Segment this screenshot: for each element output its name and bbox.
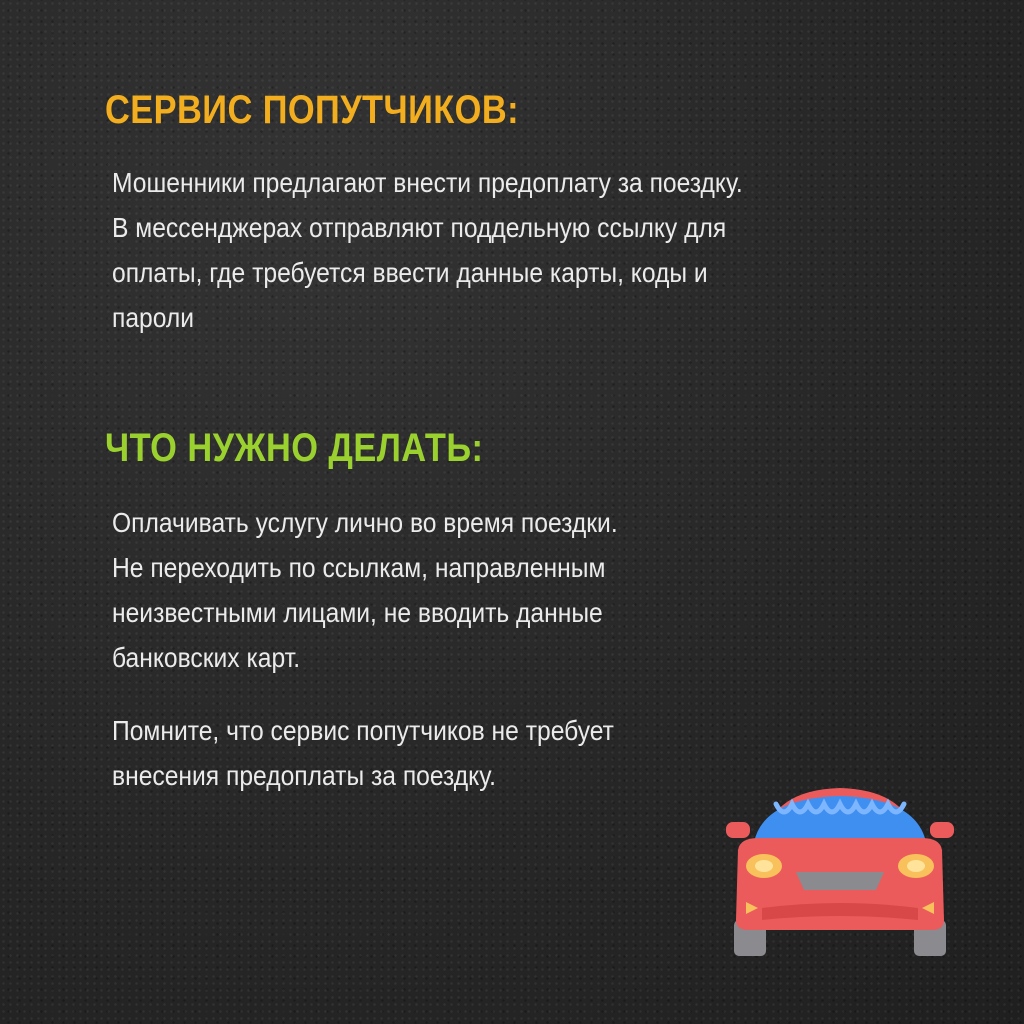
- reminder-line: Помните, что сервис попутчиков не требует: [112, 715, 614, 746]
- reminder-paragraph: [112, 708, 614, 798]
- reminder-line: внесения предоплаты за поездку.: [112, 760, 496, 791]
- section-2-line: Оплачивать услугу лично во время поездки.: [112, 507, 618, 538]
- section-1-line: Мошенники предлагают внести предоплату за поездку.: [112, 167, 743, 198]
- section-2-line: неизвестными лицами, не вводить данные: [112, 597, 603, 628]
- section-2-paragraph: [112, 500, 618, 680]
- section-1-line: пароли: [112, 302, 195, 333]
- car-icon: [724, 780, 956, 960]
- section-1-line: В мессенджерах отправляют поддельную ссылку для: [112, 212, 727, 243]
- section-2-line: банковских карт.: [112, 642, 301, 673]
- section-2-heading: ЧТО НУЖНО ДЕЛАТЬ:: [105, 426, 484, 470]
- section-2-line: Не переходить по ссылкам, направленным: [112, 552, 606, 583]
- section-1-heading: СЕРВИС ПОПУТЧИКОВ:: [105, 88, 520, 132]
- section-1-paragraph: [112, 160, 743, 340]
- section-1-line: оплаты, где требуется ввести данные карты, коды и: [112, 257, 708, 288]
